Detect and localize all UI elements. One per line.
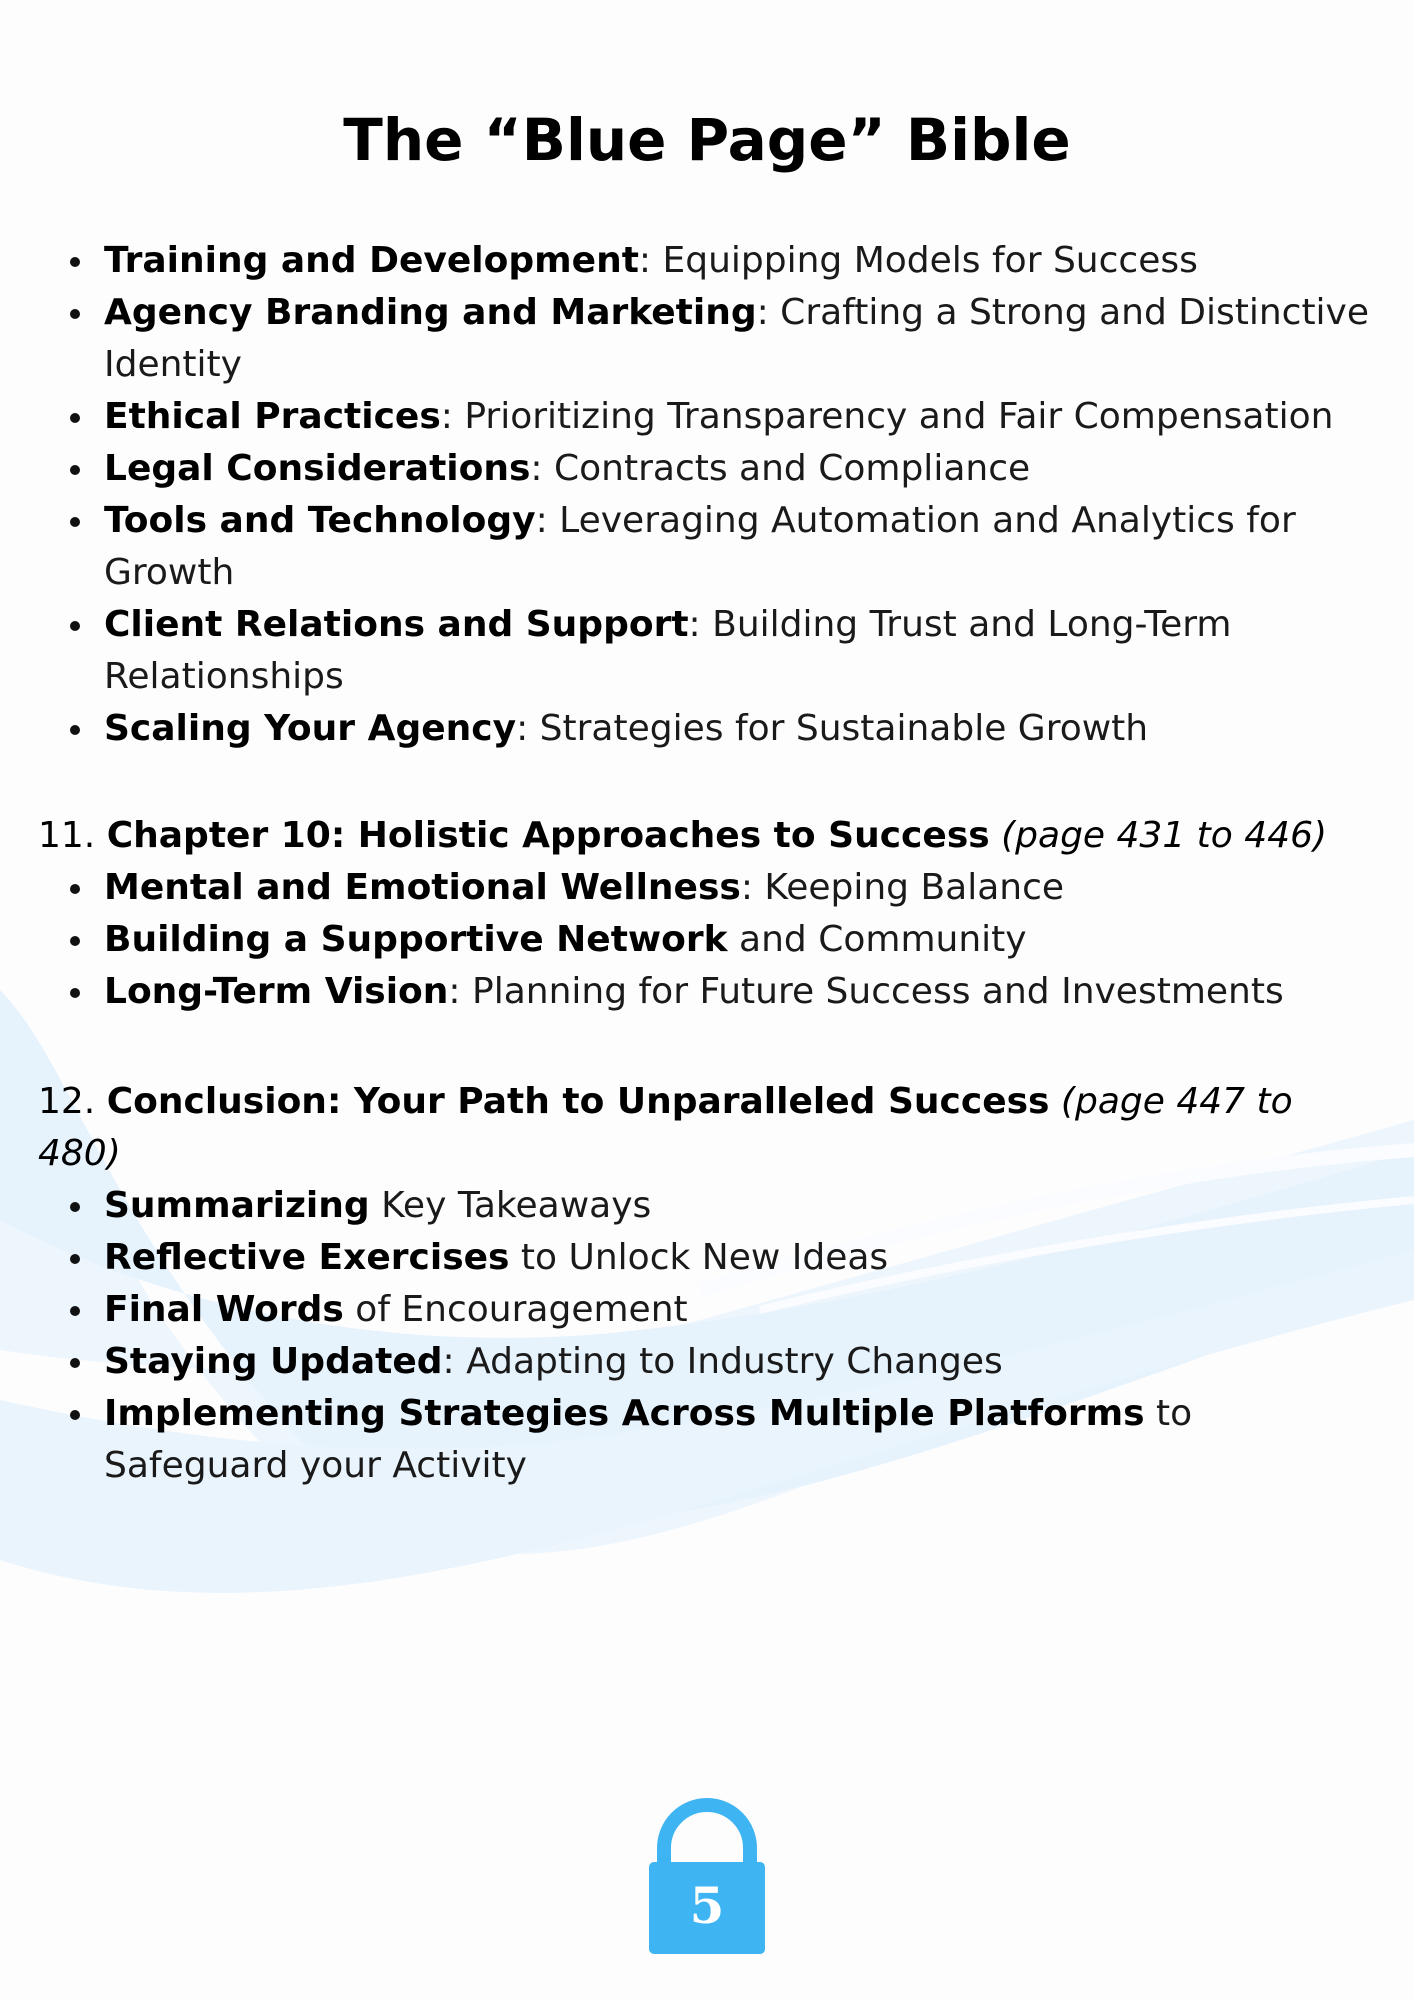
list-item	[38, 391, 1378, 443]
list-item-term: Mental and Emotional Wellness	[104, 867, 741, 908]
list-item-description: : Prioritizing Transparency and Fair Compensation	[440, 396, 1334, 437]
chapter-11-title: Chapter 10: Holistic Approaches to Success	[106, 815, 990, 856]
list-item-term: Long-Term Vision	[104, 971, 449, 1012]
list-item-term: Reflective Exercises	[104, 1237, 510, 1278]
list-item-term: Legal Considerations	[104, 448, 531, 489]
list-item-description: and Community	[727, 919, 1027, 960]
chapter-12-section	[38, 1076, 1378, 1492]
list-item-description: Key Takeaways	[369, 1185, 652, 1226]
list-item	[38, 703, 1378, 755]
chapter-11-heading	[38, 810, 1378, 862]
page-number-badge	[646, 1796, 768, 1956]
chapter-12-list	[38, 1180, 1378, 1492]
list-item-description: : Building Trust and Long-Term Relationships	[104, 604, 1232, 697]
list-item-description: to Safeguard your Activity	[104, 1393, 1193, 1486]
list-item-description: to Unlock New Ideas	[509, 1237, 889, 1278]
list-item	[38, 443, 1378, 495]
list-item	[38, 1232, 1378, 1284]
list-item-description: : Adapting to Industry Changes	[442, 1341, 1003, 1382]
chapter-11-number: 11.	[38, 815, 96, 856]
list-item-description: : Leveraging Automation and Analytics for Growth	[104, 500, 1296, 593]
list-item	[38, 1388, 1378, 1492]
list-item-term: Client Relations and Support	[104, 604, 689, 645]
bullet-list-1	[38, 235, 1378, 755]
list-item-description: : Keeping Balance	[740, 867, 1065, 908]
list-item	[38, 914, 1378, 966]
list-item	[38, 1336, 1378, 1388]
list-item-description: : Planning for Future Success and Investments	[448, 971, 1284, 1012]
chapter-11-section	[38, 810, 1378, 1018]
chapter-12-pages: (page 447 to 480)	[38, 1081, 1293, 1174]
page-title: The “Blue Page” Bible	[343, 106, 1071, 174]
list-section-1	[38, 235, 1378, 755]
list-item	[38, 862, 1378, 914]
list-item-description: : Contracts and Compliance	[530, 448, 1031, 489]
list-item-term: Staying Updated	[104, 1341, 443, 1382]
page-number: 5	[689, 1876, 725, 1935]
list-item-description: : Crafting a Strong and Distinctive Identity	[104, 292, 1370, 385]
list-item-term: Agency Branding and Marketing	[104, 292, 757, 333]
list-item	[38, 1284, 1378, 1336]
chapter-11-pages: (page 431 to 446)	[1001, 815, 1328, 856]
list-item-term: Tools and Technology	[104, 500, 536, 541]
list-item-term: Scaling Your Agency	[104, 708, 517, 749]
chapter-11-list	[38, 862, 1378, 1018]
chapter-12-number: 12.	[38, 1081, 96, 1122]
list-item-term: Ethical Practices	[104, 396, 441, 437]
list-item-term: Training and Development	[104, 240, 639, 281]
list-item-description: : Equipping Models for Success	[638, 240, 1198, 281]
list-item	[38, 1180, 1378, 1232]
chapter-12-heading	[38, 1076, 1378, 1180]
list-item-term: Summarizing	[104, 1185, 370, 1226]
list-item	[38, 235, 1378, 287]
list-item-description: : Strategies for Sustainable Growth	[516, 708, 1149, 749]
chapter-12-title: Conclusion: Your Path to Unparalleled Success	[106, 1081, 1050, 1122]
list-item-term: Building a Supportive Network	[104, 919, 728, 960]
list-item	[38, 599, 1378, 703]
list-item-term: Final Words	[104, 1289, 344, 1330]
list-item	[38, 966, 1378, 1018]
list-item	[38, 287, 1378, 391]
list-item-description: of Encouragement	[343, 1289, 688, 1330]
list-item	[38, 495, 1378, 599]
list-item-term: Implementing Strategies Across Multiple Platforms	[104, 1393, 1145, 1434]
